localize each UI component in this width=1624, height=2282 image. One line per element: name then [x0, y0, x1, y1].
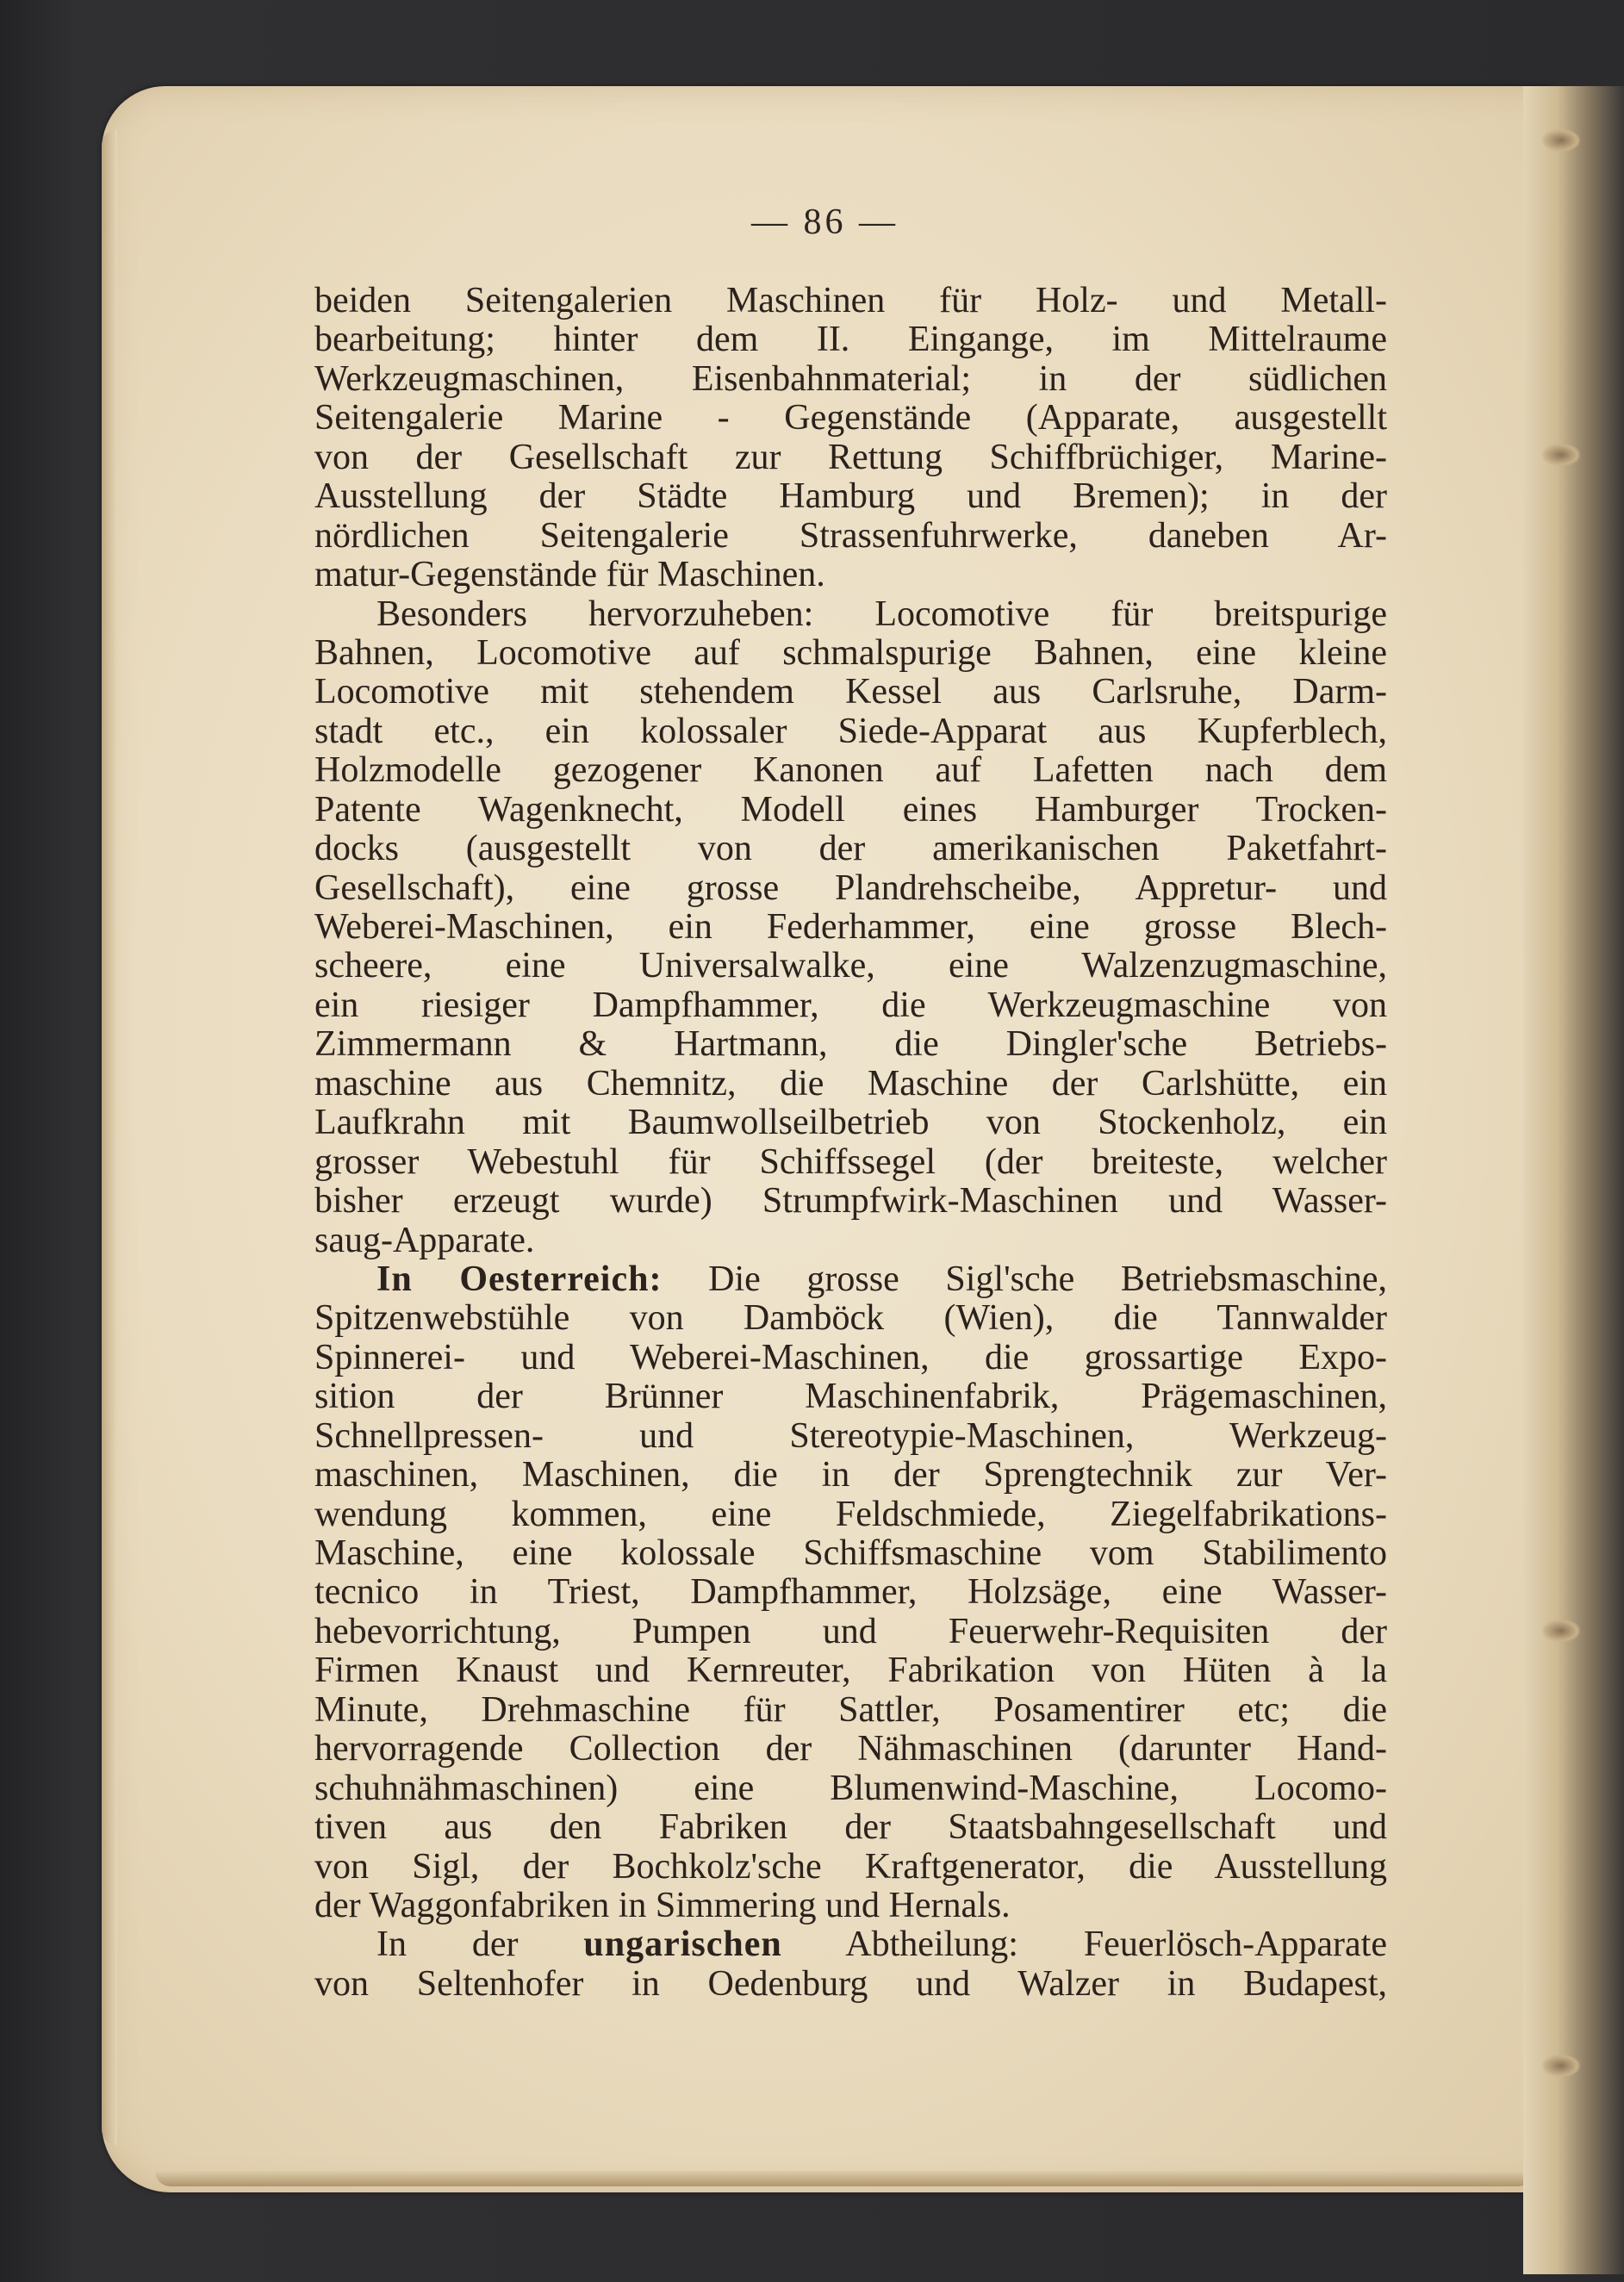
body-text [314, 282, 1387, 2004]
binding-stitch [1542, 2055, 1580, 2077]
text-line [314, 1260, 1387, 1299]
text-line: Werkzeugmaschinen, Eisenbahnmaterial; in der südlichen [314, 358, 1387, 399]
text-line: Maschine, eine kolossale Schiffsmaschine vom Stabilimento [314, 1533, 1387, 1573]
text-line: Minute, Drehmaschine für Sattler, Posamentirer etc; die [314, 1689, 1387, 1730]
text-line: tiven aus den Fabriken der Staatsbahngesellschaft und [314, 1807, 1387, 1848]
text-line: matur-Gegenstände für Maschinen. [314, 555, 825, 595]
text-line: nördlichen Seitengalerie Strassenfuhrwerke, daneben Ar- [314, 515, 1387, 556]
text-run: In der [376, 1924, 519, 1965]
page-bottom-edge [155, 2171, 1534, 2186]
text-line: beiden Seitengalerien Maschinen für Holz- und Metall- [314, 281, 1387, 320]
text-line: Schnellpressen- und Stereotypie-Maschinen, Werkzeug- [314, 1415, 1387, 1456]
text-line [314, 1925, 1387, 1964]
text-line: grosser Webestuhl für Schiffssegel (der breiteste, welcher [314, 1141, 1387, 1182]
text-line: von Sigl, der Bochkolz'sche Kraftgenerator, die Ausstellung [314, 1846, 1387, 1887]
text-line: Holzmodelle gezogener Kanonen auf Lafetten nach dem [314, 750, 1387, 791]
binding-stitch [1542, 444, 1580, 466]
text-line: hebevorrichtung, Pumpen und Feuerwehr-Requisiten der [314, 1611, 1387, 1651]
text-line: maschine aus Chemnitz, die Maschine der Carlshütte, ein [314, 1063, 1387, 1104]
text-line: Laufkrahn mit Baumwollseilbetrieb von Stockenholz, ein [314, 1103, 1387, 1143]
text-line: maschinen, Maschinen, die in der Sprengtechnik zur Ver- [314, 1455, 1387, 1495]
book-gutter [1523, 86, 1624, 2274]
text-line: ein riesiger Dampfhammer, die Werkzeugmaschine von [314, 985, 1387, 1025]
text-line: Zimmermann & Hartmann, die Dingler'sche Betriebs- [314, 1024, 1387, 1065]
binding-stitch [1542, 129, 1580, 152]
text-line: der Waggonfabriken in Simmering und Hernals. [314, 1885, 1011, 1925]
text-line: saug-Apparate. [314, 1220, 535, 1260]
binding-stitch [1542, 1620, 1580, 1642]
text-line: von Seltenhofer in Oedenburg und Walzer in Budapest, [314, 1963, 1387, 2004]
text-run: Abtheilung: Feuerlösch-Apparate [845, 1924, 1387, 1965]
text-line: sition der Brünner Maschinenfabrik, Prägemaschinen, [314, 1377, 1387, 1417]
text-line: Seitengalerie Marine - Gegenstände (Apparate, ausgestellt [314, 398, 1387, 438]
text-line: von der Gesellschaft zur Rettung Schiffbrüchiger, Marine- [314, 437, 1387, 477]
text-line: Besonders hervorzuheben: Locomotive für breitspurige [376, 594, 1387, 634]
text-line: stadt etc., ein kolossaler Siede-Apparat aus Kupferblech, [314, 711, 1387, 751]
section-heading-ungarisch: ungarischen [583, 1924, 782, 1965]
text-line: bearbeitung; hinter dem II. Eingange, im Mittelraume [314, 320, 1387, 360]
text-line: schuhnähmaschinen) eine Blumenwind-Maschine, Locomo- [314, 1768, 1387, 1808]
text-line: Patente Wagenknecht, Modell eines Hamburger Trocken- [314, 789, 1387, 830]
text-line: Bahnen, Locomotive auf schmalspurige Bahnen, eine kleine [314, 632, 1387, 673]
text-line: Locomotive mit stehendem Kessel aus Carlsruhe, Darm- [314, 672, 1387, 712]
text-run: Die grosse Sigl'sche Betriebsmaschine, [708, 1259, 1387, 1299]
text-line: bisher erzeugt wurde) Strumpfwirk-Maschinen und Wasser- [314, 1181, 1387, 1222]
text-line: Spitzenwebstühle von Damböck (Wien), die Tannwalder [314, 1298, 1387, 1339]
text-line: hervorragende Collection der Nähmaschinen (darunter Hand- [314, 1729, 1387, 1769]
text-line: Firmen Knaust und Kernreuter, Fabrikation von Hüten à la [314, 1651, 1387, 1691]
text-line: Spinnerei- und Weberei-Maschinen, die grossartige Expo- [314, 1337, 1387, 1377]
text-line: Gesellschaft), eine grosse Plandrehscheibe, Appretur- und [314, 867, 1387, 908]
text-line: Ausstellung der Städte Hamburg und Bremen); in der [314, 476, 1387, 517]
page-number: — 86 — [751, 202, 899, 242]
page-left-edge [102, 129, 117, 2145]
text-line: scheere, eine Universalwalke, eine Walzenzugmaschine, [314, 946, 1387, 986]
text-line: Weberei-Maschinen, ein Federhammer, eine grosse Blech- [314, 907, 1387, 947]
text-line: docks (ausgestellt von der amerikanischen Paketfahrt- [314, 829, 1387, 869]
text-line: wendung kommen, eine Feldschmiede, Ziegelfabrikations- [314, 1494, 1387, 1534]
text-line: tecnico in Triest, Dampfhammer, Holzsäge, eine Wasser- [314, 1572, 1387, 1613]
section-heading-oesterreich: In Oesterreich: [376, 1259, 663, 1299]
